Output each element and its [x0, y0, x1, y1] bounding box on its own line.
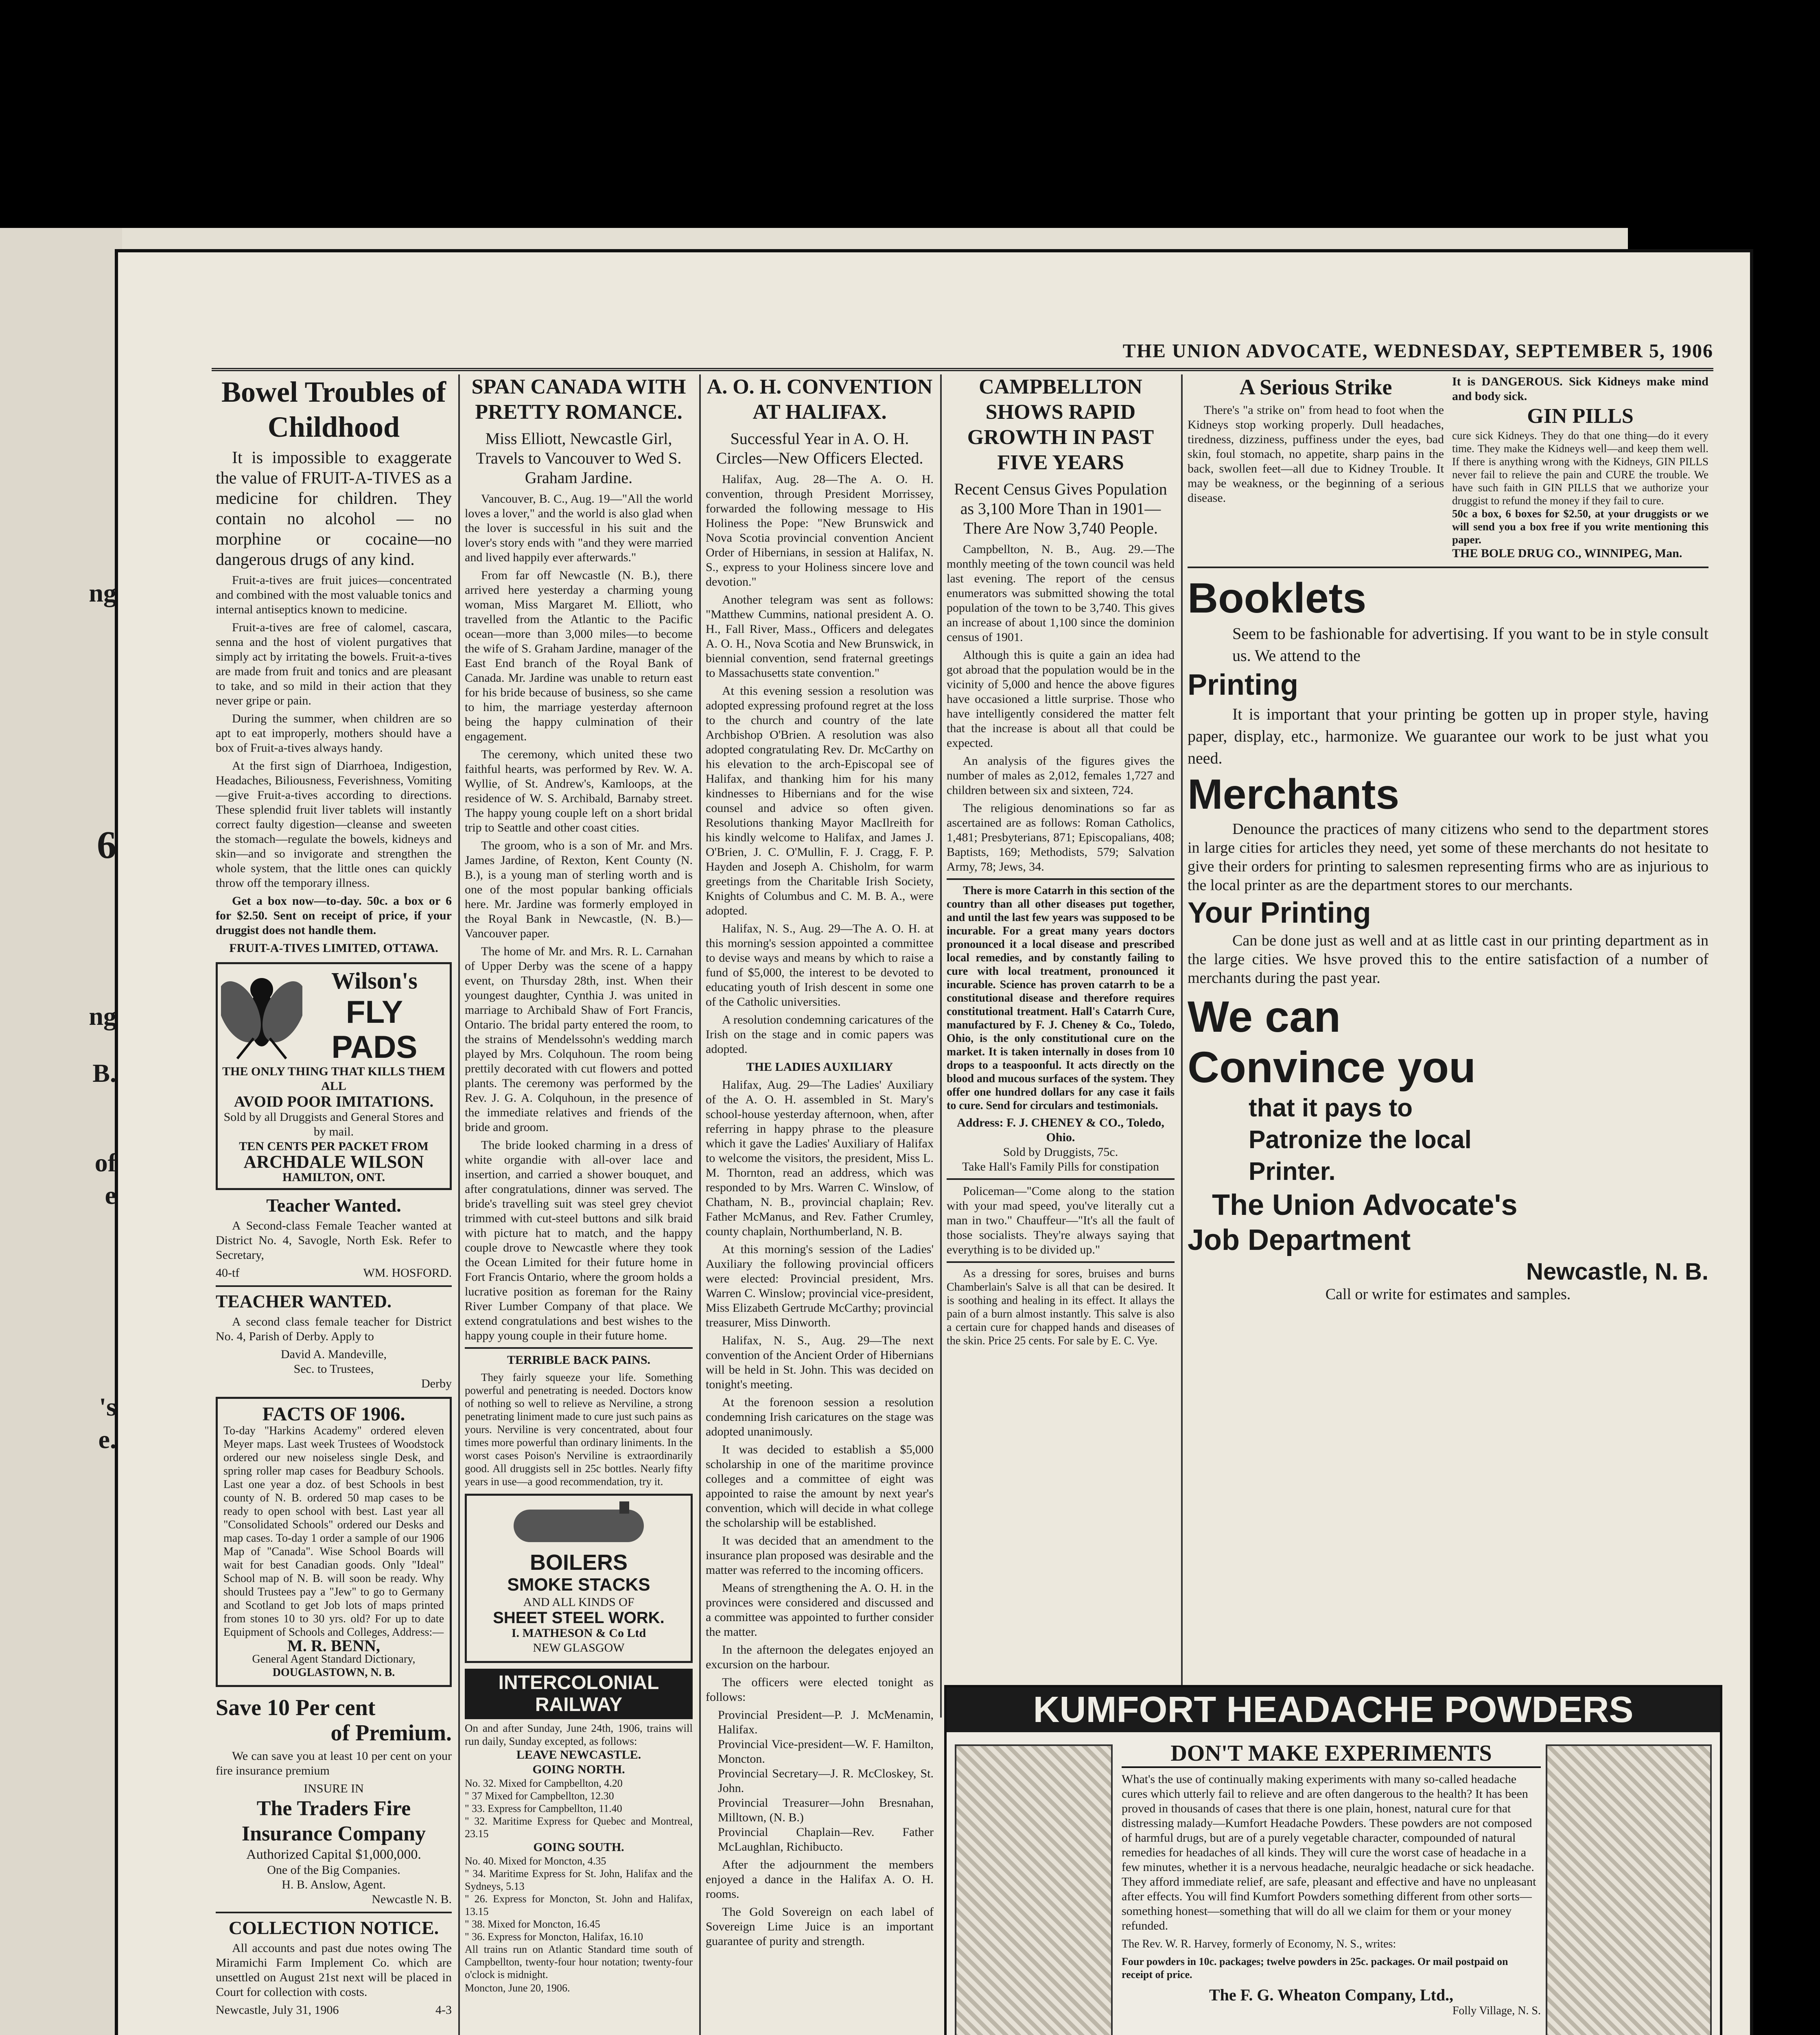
article-text: It was decided to establish a $5,000 scholarship in one of the maritime province colleges and a committee of eight was appointed to raise the amount by next year's convention, which will decide in what college the scholarship will be established. — [706, 1443, 934, 1530]
kumfort-ad — [944, 1685, 1722, 2035]
chamberlain-ad: As a dressing for sores, bruises and burns Chamberlain's Salve is all that can be desired. It is soothing and healing in its effect. It allays the pain of a burn almost instantly. This salve is also a certain cure for chapped hands and diseases of the skin. Price 25 cents. For sale by E. C. Vye. — [947, 1267, 1175, 1347]
ad-title: BOILERS — [529, 1550, 628, 1575]
brand-name: Wilson's — [331, 967, 418, 994]
sliver-text: e — [105, 1181, 116, 1210]
article-text: The bride looked charming in a dress of white organdie with all-over lace and insertion, and carried a shower bouquet, and after congratulations, dinner was served. The bride's travelling suit was steel grey cheviot trimmed with cut-steel buttons and silk braid with picture hat to match, and the happy couple drove to Newcastle where they took the Ocean Limited for their future home in Fort Francis Ontario, where the groom holds a lucrative position as foreman for the Rainy River Lumber Company of that place. We extend congratulations and best wishes to the happy young couple in their future home. — [465, 1138, 693, 1342]
advertiser-place: NEW GLASGOW — [533, 1641, 625, 1654]
convince-place: Newcastle, N. B. — [1526, 1258, 1708, 1285]
article-text: A resolution condemning caricatures of the Irish on the stage and in comic papers was adopted. — [706, 1013, 934, 1056]
facts-1906-ad — [216, 1397, 452, 1687]
article-text: From far off Newcastle (N. B.), there arrived here yesterday a charming young woman, Miss Margaret M. Elliott, who travelled from the Atlantic to the Pacific ocean—more than 3,000 miles—to become the wife of S. Graham Jardine, manager of the East End branch of the Royal Bank of Canada. Mr. Jardine was unable to return east for his bride because of business, so she came to him, the marriage yesterday afternoon being the happy culmination of their engagement. — [465, 569, 693, 743]
timetable-row: " 36. Express for Moncton, Halifax, 16.10 — [465, 1931, 643, 1943]
printing-heading: Printing — [1188, 669, 1298, 701]
notice-text: A Second-class Female Teacher wanted at District No. 4, Savogle, North Esk. Refer to Secretary, — [216, 1219, 452, 1262]
article-text: The groom, who is a son of Mr. and Mrs. James Jardine, of Rexton, Kent County (N. B.), is a young man of sterling worth and is one of the most popular banking officials here. Mr. Jardine was formerly employed in the Royal Bank in Newcastle, (N. B.)—Vancouver paper. — [465, 839, 693, 940]
booklets-heading: Booklets — [1188, 575, 1367, 622]
timetable-row: " 34. Maritime Express for St. John, Halifax and the Sydneys, 5.13 — [465, 1868, 693, 1892]
collection-notice-title: COLLECTION NOTICE. — [228, 1917, 439, 1938]
notice-place: Derby — [421, 1377, 452, 1390]
railway-heading: GOING NORTH. — [532, 1763, 625, 1776]
article-text: Campbellton, N. B., Aug. 29.—The monthly meeting of the town council was held last evening. The report of the census enumerators was submitted showing the total population of the town to be 3,740. This gives an increase of about 1,100 since the dominion census of 1901. — [947, 543, 1175, 644]
teacher-wanted-title: TEACHER WANTED. — [216, 1291, 392, 1311]
sliver-text: of — [94, 1148, 116, 1177]
timetable-row: No. 40. Mixed for Moncton, 4.35 — [465, 1855, 606, 1867]
ad-text: We can save you at least 10 per cent on your fire insurance premium — [216, 1749, 452, 1777]
gin-pills-ad — [1452, 374, 1708, 561]
column-5 — [1188, 374, 1708, 1677]
page-header — [212, 330, 1713, 371]
ad-text: AND ALL KINDS OF — [523, 1595, 634, 1609]
ad-text: What's the use of continually making experiments with many so-called headache cures which utterly fail to relieve and are often dangerous to the health? It has been proved in thousands of cases that there is one plain, honest, natural cure for that distressing malady—Kumfort Headache Powders. These powders are not composed of harmful drugs, but are of a purely vegetable character, compounded of natural remedies for headaches of all kinds. They will cure the worst case of headache in a few minutes, whether it is a nervous headache, neuralgic headache or sick headache. They afford immediate relief, are safe, pleasant and effective and have no unpleasant after effects. You will find Kumfort Powders something different from other sorts—something honest—something that will do all we claim for them or your money refunded. — [1122, 1772, 1536, 1932]
advertiser-role: General Agent Standard Dictionary, — [252, 1653, 416, 1665]
notice-date: Newcastle, July 31, 1906 — [216, 2003, 339, 2017]
column-rule — [458, 374, 460, 2035]
article-text: The religious denominations so far as ascertained are as follows: Roman Catholics, 1,481; Presbyterians, 871; Episcopalians, 408; Baptists, 169; Methodists, 579; Salvation Army, 78; Jews, 34. — [947, 801, 1175, 873]
headline-campbellton: CAMPBELLTON SHOWS RAPID GROWTH IN PAST FIVE YEARS — [967, 375, 1154, 474]
article-subhead: Miss Elliott, Newcastle Girl, Travels to Vancouver to Wed S. Graham Jardine. — [476, 429, 682, 487]
ad-text: Sold by all Druggists and General Stores and by mail. — [223, 1110, 444, 1138]
railway-heading: GOING SOUTH. — [533, 1840, 624, 1854]
ad-place: Newcastle N. B. — [372, 1893, 452, 1906]
column-4 — [947, 374, 1175, 1677]
notice-ref: 40-tf — [216, 1266, 240, 1280]
sliver-text: ng — [89, 578, 116, 607]
advertiser: THE BOLE DRUG CO., WINNIPEG, Man. — [1452, 547, 1682, 560]
ad-text: One of the Big Companies. — [267, 1863, 400, 1877]
officer-item: Provincial Secretary—J. R. McCloskey, St. John. — [718, 1767, 934, 1795]
column-3 — [706, 374, 934, 2035]
article-text: Halifax, Aug. 29—The Ladies' Auxiliary of the A. O. H. assembled in St. Mary's school-house yesterday afternoon, when, after referring in happy phrase to the pleasure which it gave the Ladies' Auxiliary of Halifax to welcome the visitors, the president, Miss L. M. Thornton, read an address, which was responded to by Mrs. Warren C. Winslow, of Chatham, N. B., provincial chaplain; Rev. Father McManus, and Rev. Father Crumley, county chaplain, Northumberland, N. B. — [706, 1078, 934, 1238]
article-text: Get a box now—to-day. 50c. a box or 6 for $2.50. Sent on receipt of price, if your druggist does not handle them. — [216, 894, 452, 937]
ad-text: cure sick Kidneys. They do that one thing—do it every time. They make the Kidneys well—and keep them well. If there is anything wrong with the Kidneys, GIN PILLS never fail to relieve the pain and CURE the trouble. We have such faith in GIN PILLS that we authorize your druggist to refund the money if they fail to cure. — [1452, 429, 1708, 507]
timetable-row: " 37 Mixed for Campbellton, 12.30 — [465, 1790, 614, 1802]
ad-address: Address: F. J. CHENEY & CO., Toledo, Ohio. — [957, 1116, 1164, 1144]
article-text: At this evening session a resolution was adopted expressing profound regret at the loss to the church and country of the late Archbishop O'Brien. A resolution was also adopted congratulating Rev. Dr. McCarthy on his elevation to the arch-Episcopal see of Halifax, and thanking him for his many kindnesses to Hibernians and for the wise counsel and advice so often given. Resolutions thanking Mayor MacIlreith for his kindly welcome to Halifax, and James J. O'Brien, J. C. O'Mullin, F. J. Cragg, F. P. Hayden and Joseph A. Chisholm, for warm greetings from the Charitable Irish Society, Knights of Columbus and C. M. B. A., were adopted. — [706, 684, 934, 917]
article-text: Halifax, N. S., Aug. 29—The A. O. H. at this morning's session appointed a committee to devise ways and means by which to raise a fund of $5,000, the interest to be devoted to educating youth of Irish descent in some one of the Catholic universities. — [706, 922, 934, 1009]
article-heading: THE LADIES AUXILIARY — [746, 1060, 893, 1074]
notice-role: Sec. to Trustees, — [293, 1362, 374, 1376]
ad-text: Denounce the practices of many citizens who send to the department stores in large cities for articles they need, yet some of these merchants do not hesitate to give their orders for printing to salesmen representing firms who are as injurious to the local printer as are the department stores to our merchants. — [1188, 821, 1708, 894]
convince-heading: We can — [1188, 992, 1341, 1041]
railway-note: All trains run on Atlantic Standard time south of Campbellton, twenty-four hour notation; twenty-four o'clock is midnight. — [465, 1943, 693, 1980]
column-rule — [940, 374, 942, 1718]
timetable-row: " 38. Mixed for Moncton, 16.45 — [465, 1918, 600, 1930]
sliver-text: 6 — [97, 823, 116, 867]
advertiser: I. MATHESON & Co Ltd — [511, 1626, 646, 1640]
ad-testimonial: The Rev. W. R. Harvey, formerly of Economy, N. S., writes: — [1122, 1938, 1396, 1950]
ad-tagline: THE ONLY THING THAT KILLS THEM ALL — [222, 1065, 445, 1093]
officer-item: Provincial Treasurer—John Bresnahan, Milltown, (N. B.) — [718, 1796, 934, 1824]
officer-item: Provincial Vice-president—W. F. Hamilton, Moncton. — [718, 1737, 934, 1766]
ad-text: To-day "Harkins Academy" ordered eleven Meyer maps. Last week Trustees of Woodstock ordered our new noiseless single Desk, and spring roller map cases for Beadbury Schools. Last one year a doz. of best Schools in best county of N. B. ordered 50 map cases to be ready to open school with best. Last year all "Consolidated Schools" ordered our Desks and map cases. To-day 1 order a sample of our 1906 Map of "Canada". Wise School Boards will wait for best Canadian goods. Only "Ideal" School map of N. B. will soon be ready. Why should Trustees pay a "Jew" to go to Germany and Scotland to get Job lots of maps printed from stones 10 to 30 yrs. old? For up to date Equipment of Schools and Colleges, Address:— — [223, 1424, 444, 1639]
article-text: During the summer, when children are so apt to eat improperly, mothers should have a box of Fruit-a-tives always handy. — [216, 712, 452, 755]
sliver-text: 's — [99, 1392, 116, 1421]
sliver-text: e. — [98, 1425, 116, 1454]
article-text: Although this is quite a gain an idea had got abroad that the population would be in the vicinity of 5,000 and hence the above figures have occasioned a little surprise. Those who have intelligently considered the matter felt that the increase is about all that could be expected. — [947, 648, 1175, 750]
article-text: An analysis of the figures gives the number of males as 2,012, females 1,727 and children between six and sixteen, 724. — [947, 754, 1175, 797]
convince-line: that it pays to — [1249, 1094, 1413, 1122]
railway-banner: INTERCOLONIAL RAILWAY — [465, 1669, 693, 1719]
article-text: Another telegram was sent as follows: "Matthew Cummins, national president A. O. H., Fall River, Mass., Officers and delegates A. O. H., Nova Scotia and New Brunswick, in biennial convention, send fraternal greetings to Massachusetts state convention." — [706, 593, 934, 680]
ad-agent: H. B. Anslow, Agent. — [282, 1878, 386, 1891]
hands-illustration — [955, 1744, 1113, 2035]
article-text: Vancouver, B. C., Aug. 19—"All the world loves a lover," and the world is also glad when the lover is successful in his suit and the lover's story ends with "and they were married and lived happily ever afterwards." — [465, 492, 693, 564]
ad-title: FACTS OF 1906. — [262, 1403, 405, 1425]
your-printing-heading: Your Printing — [1188, 897, 1371, 929]
officer-item: Provincial Chaplain—Rev. Father McLaughlan, Richibucto. — [718, 1825, 934, 1853]
article-subhead: Successful Year in A. O. H. Circles—New Officers Elected. — [716, 429, 923, 467]
notice-signature — [216, 1266, 452, 1280]
ad-capital: Authorized Capital $1,000,000. — [246, 1847, 421, 1862]
ad-text: INSURE IN — [304, 1782, 364, 1795]
page-header-title: THE UNION ADVOCATE, WEDNESDAY, SEPTEMBER 5, 1906 — [1122, 340, 1713, 362]
column-rule — [1181, 374, 1183, 1718]
convince-heading: Convince you — [1188, 1042, 1476, 1092]
headline-romance: SPAN CANADA WITH PRETTY ROMANCE. — [471, 375, 686, 424]
ad-title: A Serious Strike — [1239, 375, 1392, 399]
timetable-row: " 32. Maritime Express for Quebec and Montreal, 23.15 — [465, 1815, 693, 1840]
article-text: It was decided that an amendment to the insurance plan proposed was desirable and the matter was referred to the incoming officers. — [706, 1534, 934, 1577]
timetable-south — [465, 1855, 693, 1943]
ad-subtitle: DON'T MAKE EXPERIMENTS — [1122, 1740, 1541, 1768]
notice-ref: 4-3 — [435, 2003, 452, 2017]
column-2 — [465, 374, 693, 2035]
railway-intro: On and after Sunday, June 24th, 1906, trains will run daily, Sunday excepted, as follows: — [465, 1722, 693, 1747]
convince-footer: Call or write for estimates and samples. — [1325, 1286, 1571, 1303]
railway-heading: LEAVE NEWCASTLE. — [516, 1748, 641, 1761]
convince-line: Patronize the local — [1249, 1126, 1472, 1154]
advertiser-city: HAMILTON, ONT. — [282, 1171, 385, 1184]
article-text: At the forenoon session a resolution condemning Irish caricatures on the stage was adopted unanimously. — [706, 1396, 934, 1438]
catarrh-ad: There is more Catarrh in this section of the country than all other diseases put together, and until the last few years was supposed to be incurable. For a great many years doctors pronounced it a local disease and prescribed local remedies, and by constantly failing to cure with local treatment, pronounced it incurable. Science has proven catarrh to be a constitutional disease and therefore requires constitutional treatment. Hall's Catarrh Cure, manufactured by F. J. Cheney & Co., Toledo, Ohio, is the only constitutional cure on the market. It is taken internally in doses from 10 drops to a teaspoonful. It acts directly on the blood and mucous surfaces of the system. They offer one hundred dollars for any case it fails to cure. Send for circulars and testimonials. — [947, 884, 1175, 1112]
article-text: The Gold Sovereign on each label of Sovereign Lime Juice is an important guarantee of purity and strength. — [706, 1905, 934, 1948]
officer-item: Provincial President—P. J. McMenamin, Halifax. — [718, 1708, 934, 1736]
article-text: Fruit-a-tives are fruit juices—concentrated and combined with the most valuable tonics and internal antiseptics known to medicine. — [216, 573, 452, 616]
article-text: In the afternoon the delegates enjoyed an excursion on the harbour. — [706, 1643, 934, 1671]
timetable-row: " 33. Express for Campbellton, 11.40 — [465, 1803, 622, 1814]
timetable-north — [465, 1777, 693, 1840]
railway-place: Moncton, June 20, 1906. — [465, 1982, 570, 1994]
sliver-text: ng — [89, 1002, 116, 1031]
article-text: Policeman—"Come along to the station with your mad speed, you've literally cut a man in two." Chauffeur—"It's all the fault of those socialists. They're always saying that everything is to be divided up." — [947, 1184, 1175, 1256]
boiler-ad — [465, 1494, 693, 1663]
ad-title: GIN PILLS — [1527, 405, 1634, 428]
insurance-title-2: of Premium. — [330, 1720, 452, 1746]
ad-price: 50c a box, 6 boxes for $2.50, at your druggists or we will send you a box free if you write mentioning this paper. — [1452, 508, 1708, 546]
article-text: At the first sign of Diarrhoea, Indigestion, Headaches, Biliousness, Feverishness, Vomiting—give Fruit-a-tives according to directions. These splendid fruit liver tablets will instantly correct faulty digestion—cleanse and sweeten the stomach—regulate the bowels, kidneys and skin—and so invigorate and strengthen the whole system, that the little ones can quickly throw off the temporary illness. — [216, 759, 452, 890]
convince-line: The Union Advocate's — [1212, 1189, 1518, 1221]
article-text: Halifax, Aug. 28—The A. O. H. convention, through President Morrissey, forwarded the following message to His Holiness the Pope: "New Brunswick and Nova Scotia provincial convention Ancient Order of Hibernians, in session at Halifax, N. S., express to your Holiness sincere love and devotion." — [706, 473, 934, 589]
insurance-title: Save 10 Per cent — [216, 1695, 376, 1720]
article-text: Fruit-a-tives are free of calomel, cascara, senna and the host of violent purgatives that simply act by irritating the bowels. Fruit-a-tives are made from fruit and tonics and are pleasant to take, and so mild in their action that they never gripe or pain. — [216, 621, 452, 707]
ad-title: SHEET STEEL WORK. — [493, 1609, 665, 1627]
ad-text: There's "a strike on" from head to foot when the Kidneys stop working properly. Dull headaches, tiredness, dizziness, puffiness under the eyes, bad skin, foul stomach, no appetite, sharp pains in the back, swollen feet—all due to Kidney Trouble. It may be weakness, or the beginning of a serious disease. — [1188, 403, 1444, 505]
advertiser-place: Folly Village, N. S. — [1452, 2004, 1541, 2017]
ad-text: Take Hall's Family Pills for constipation — [962, 1160, 1159, 1173]
article-text: The ceremony, which united these two faithful hearts, was performed by Rev. W. A. Wyllie, of St. Andrew's, Kamloops, at the residence of W. S. Archibald, Barnaby street. The happy young couple left on a short bridal trip to Seattle and other coast cities. — [465, 748, 693, 834]
article-text: After the adjournment the members enjoyed a dance in the Halifax A. O. H. rooms. — [706, 1858, 934, 1901]
insurance-company: The Traders Fire Insurance Company — [241, 1797, 426, 1845]
wilson-fly-pads-ad — [216, 962, 452, 1190]
notice-text: A second class female teacher for District No. 4, Parish of Derby. Apply to — [216, 1315, 452, 1343]
ad-text: TEN CENTS PER PACKET FROM — [239, 1140, 429, 1153]
article-text: Means of strengthening the A. O. H. in the provinces were considered and discussed and a committee was appointed to further consider the matter. — [706, 1581, 934, 1639]
advertiser: The F. G. Wheaton Company, Ltd., — [1209, 1986, 1454, 2004]
notice-signer: WM. HOSFORD. — [363, 1266, 452, 1280]
notice-text: All accounts and past due notes owing The Miramichi Farm Implement Co. which are unsettled on August 21st next will be placed in Court for collection with costs. — [216, 1941, 452, 1999]
convince-line: Printer. — [1249, 1158, 1336, 1186]
ad-title: KUMFORT HEADACHE POWDERS — [947, 1687, 1720, 1732]
article-text: The home of Mr. and Mrs. R. L. Carnahan of Upper Derby was the scene of a happy event, on Thursday 28th, inst. When their youngest daughter, Cynthia J. was united in marriage to Archibald Shaw of Fort Francis, Ontario. The bridal party entered the room, to the strains of Mendelssohn's wedding march played by Mrs. Colquhoun. The room being prettily decorated with cut flowers and potted plants. The ceremony was performed by the Rev. J. G. A. Colquhoun, in the presence of the immediate relatives and friends of the bride and groom. — [465, 945, 693, 1134]
ad-text: Sold by Druggists, 75c. — [1003, 1145, 1118, 1159]
sliver-text: B. — [92, 1059, 116, 1088]
advertiser: M. R. BENN, — [287, 1637, 380, 1655]
ad-price: Four powders in 10c. packages; twelve powders in 25c. packages. Or mail postpaid on receipt of price. — [1122, 1956, 1508, 1980]
article-text: The officers were elected tonight as follows: — [706, 1676, 934, 1704]
article-lead: It is impossible to exaggerate the value of FRUIT-A-TIVES as a medicine for children. They contain no alcohol — no morphine or cocaine—no dangerous drugs of any kind. — [216, 449, 452, 569]
newspaper-page — [118, 252, 1750, 2035]
convince-line: Job Department — [1188, 1224, 1411, 1256]
notice-signer: David A. Mandeville, — [281, 1348, 387, 1361]
advertiser: ARCHDALE WILSON — [243, 1152, 424, 1172]
notice-footer — [216, 2003, 452, 2017]
column-rule — [699, 374, 701, 2035]
ad-text: It is DANGEROUS. Sick Kidneys make mind and body sick. — [1452, 375, 1708, 403]
teacher-wanted-title: Teacher Wanted. — [266, 1195, 401, 1216]
ad-text: Seem to be fashionable for advertising. If you want to be in style consult us. We attend to the — [1232, 624, 1708, 665]
adjacent-page-sliver — [0, 228, 125, 2035]
headline-bowel: Bowel Troubles of Childhood — [221, 376, 446, 443]
ad-text: It is important that your printing be gotten up in proper style, having paper, display, etc., harmonize. We guarantee our work to be just what you need. — [1188, 705, 1708, 767]
strike-ad — [1188, 374, 1444, 561]
article-text: At this morning's session of the Ladies' Auxiliary the following provincial officers were elected: Provincial president, Mrs. Warren C. Winslow; provincial vice-president, Miss Elizabeth Gertrude McCarthy; provincial treasurer, Miss Dinworth. — [706, 1243, 934, 1329]
article-subhead: Recent Census Gives Population as 3,100 More Than in 1901—There Are Now 3,740 People. — [954, 480, 1167, 537]
advertiser-place: DOUGLASTOWN, N. B. — [272, 1666, 395, 1679]
ad-text: Can be done just as well and at as little cast in our printing department as in the large cities. We hsve proved this to the entire satisfaction of a number of merchants during the past year. — [1188, 932, 1708, 987]
timetable-row: " 26. Express for Moncton, St. John and Halifax, 13.15 — [465, 1893, 693, 1917]
article-text: They fairly squeeze your life. Something powerful and penetrating is needed. Doctors know of nothing so well to relieve as Nerviline, a strong penetrating liniment made to cure just such pains as yours. Nerviline is very concentrated, about four times more powerful than ordinary liniments. In the worst cases Poison's Nerviline is extraordinarily good. All druggists sell in 25c bottles. Nearly fifty years in use—a good recommendation, try it. — [465, 1371, 693, 1488]
merchants-heading: Merchants — [1188, 771, 1400, 818]
product-name: FLY PADS — [331, 994, 418, 1065]
ad-warning: AVOID POOR IMITATIONS. — [234, 1093, 434, 1110]
advertiser: FRUIT-A-TIVES LIMITED, OTTAWA. — [229, 941, 438, 955]
fly-icon — [221, 969, 302, 1063]
timetable-row: No. 32. Mixed for Campbellton, 4.20 — [465, 1777, 623, 1789]
headline-aoh: A. O. H. CONVENTION AT HALIFAX. — [707, 375, 933, 424]
boiler-icon — [497, 1501, 660, 1546]
column-1 — [216, 374, 452, 2035]
ad-title: SMOKE STACKS — [507, 1575, 650, 1595]
article-heading: TERRIBLE BACK PAINS. — [507, 1353, 651, 1367]
woman-illustration — [1546, 1744, 1712, 2035]
officer-list — [706, 1708, 934, 1854]
article-text: Halifax, N. S., Aug. 29—The next convention of the Ancient Order of Hibernians will be held in St. John. This was decided on tonight's meeting. — [706, 1334, 934, 1391]
